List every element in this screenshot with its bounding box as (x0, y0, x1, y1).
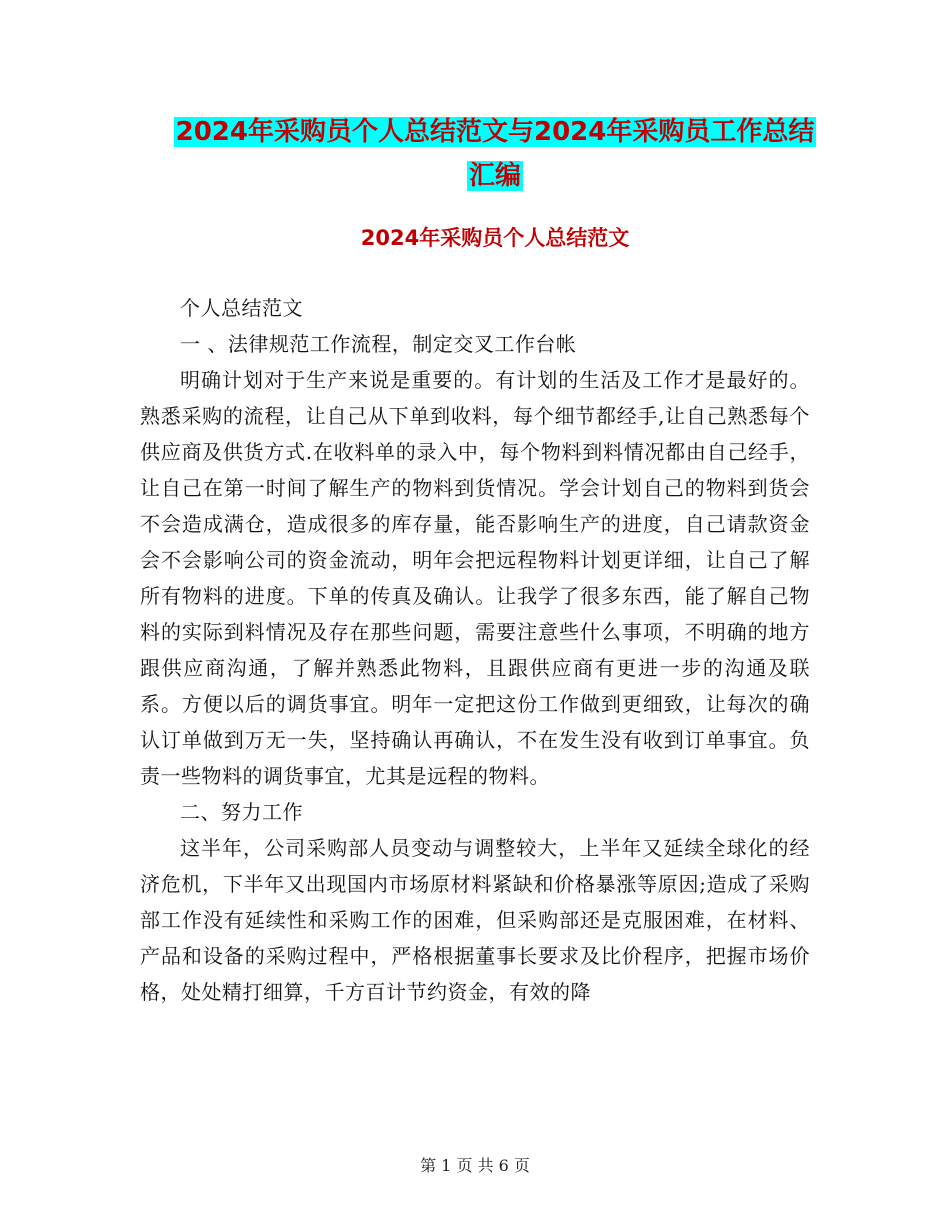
title-line-1: 2024年采购员个人总结范文与2024年采购员工作总结 (175, 117, 815, 147)
paragraph-body-1: 明确计划对于生产来说是重要的。有计划的生活及工作才是最好的。熟悉采购的流程，让自己从下单到收料，每个细节都经手,让自己熟悉每个供应商及供货方式.在收料单的录入中，每个物料到料情况都由自己经手，让自己在第一时间了解生产的物料到货情况。学会计划自己的物料到货会不会造成满仓，造成很多的库存量，能否影响生产的进度，自己请款资金会不会影响公司的资金流动，明年会把远程物料计划更详细，让自己了解所有物料的进度。下单的传真及确认。让我学了很多东西，能了解自己物料的实际到料情况及存在那些问题，需要注意些什么事项，不明确的地方跟供应商沟通，了解并熟悉此物料，且跟供应商有更进一步的沟通及联系。方便以后的调货事宜。明年一定把这份工作做到更细致，让每次的确认订单做到万无一失，坚持确认再确认，不在发生没有收到订单事宜。负责一些物料的调货事宜，尤其是远程的物料。 (140, 368, 810, 788)
paragraph-body-2: 这半年，公司采购部人员变动与调整较大，上半年又延续全球化的经济危机，下半年又出现国内市场原材料紧缺和价格暴涨等原因;造成了采购部工作没有延续性和采购工作的困难，但采购部还是克服困难，在材料、产品和设备的采购过程中，严格根据董事长要求及比价程序，把握市场价格，处处精打细算，千方百计节约资金，有效的降 (140, 836, 810, 1004)
paragraph-heading-1: 一 、法律规范工作流程，制定交叉工作台帐 (180, 332, 577, 356)
section-title: 2024年采购员个人总结范文 (360, 226, 630, 250)
title-line-2: 汇编 (468, 161, 521, 191)
document-title (140, 110, 850, 198)
document-body (140, 290, 810, 1010)
page-footer: 第 1 页 共 6 页 (420, 1156, 530, 1175)
paragraph-heading-2: 二、努力工作 (180, 800, 303, 824)
paragraph-subtitle: 个人总结范文 (180, 296, 303, 320)
